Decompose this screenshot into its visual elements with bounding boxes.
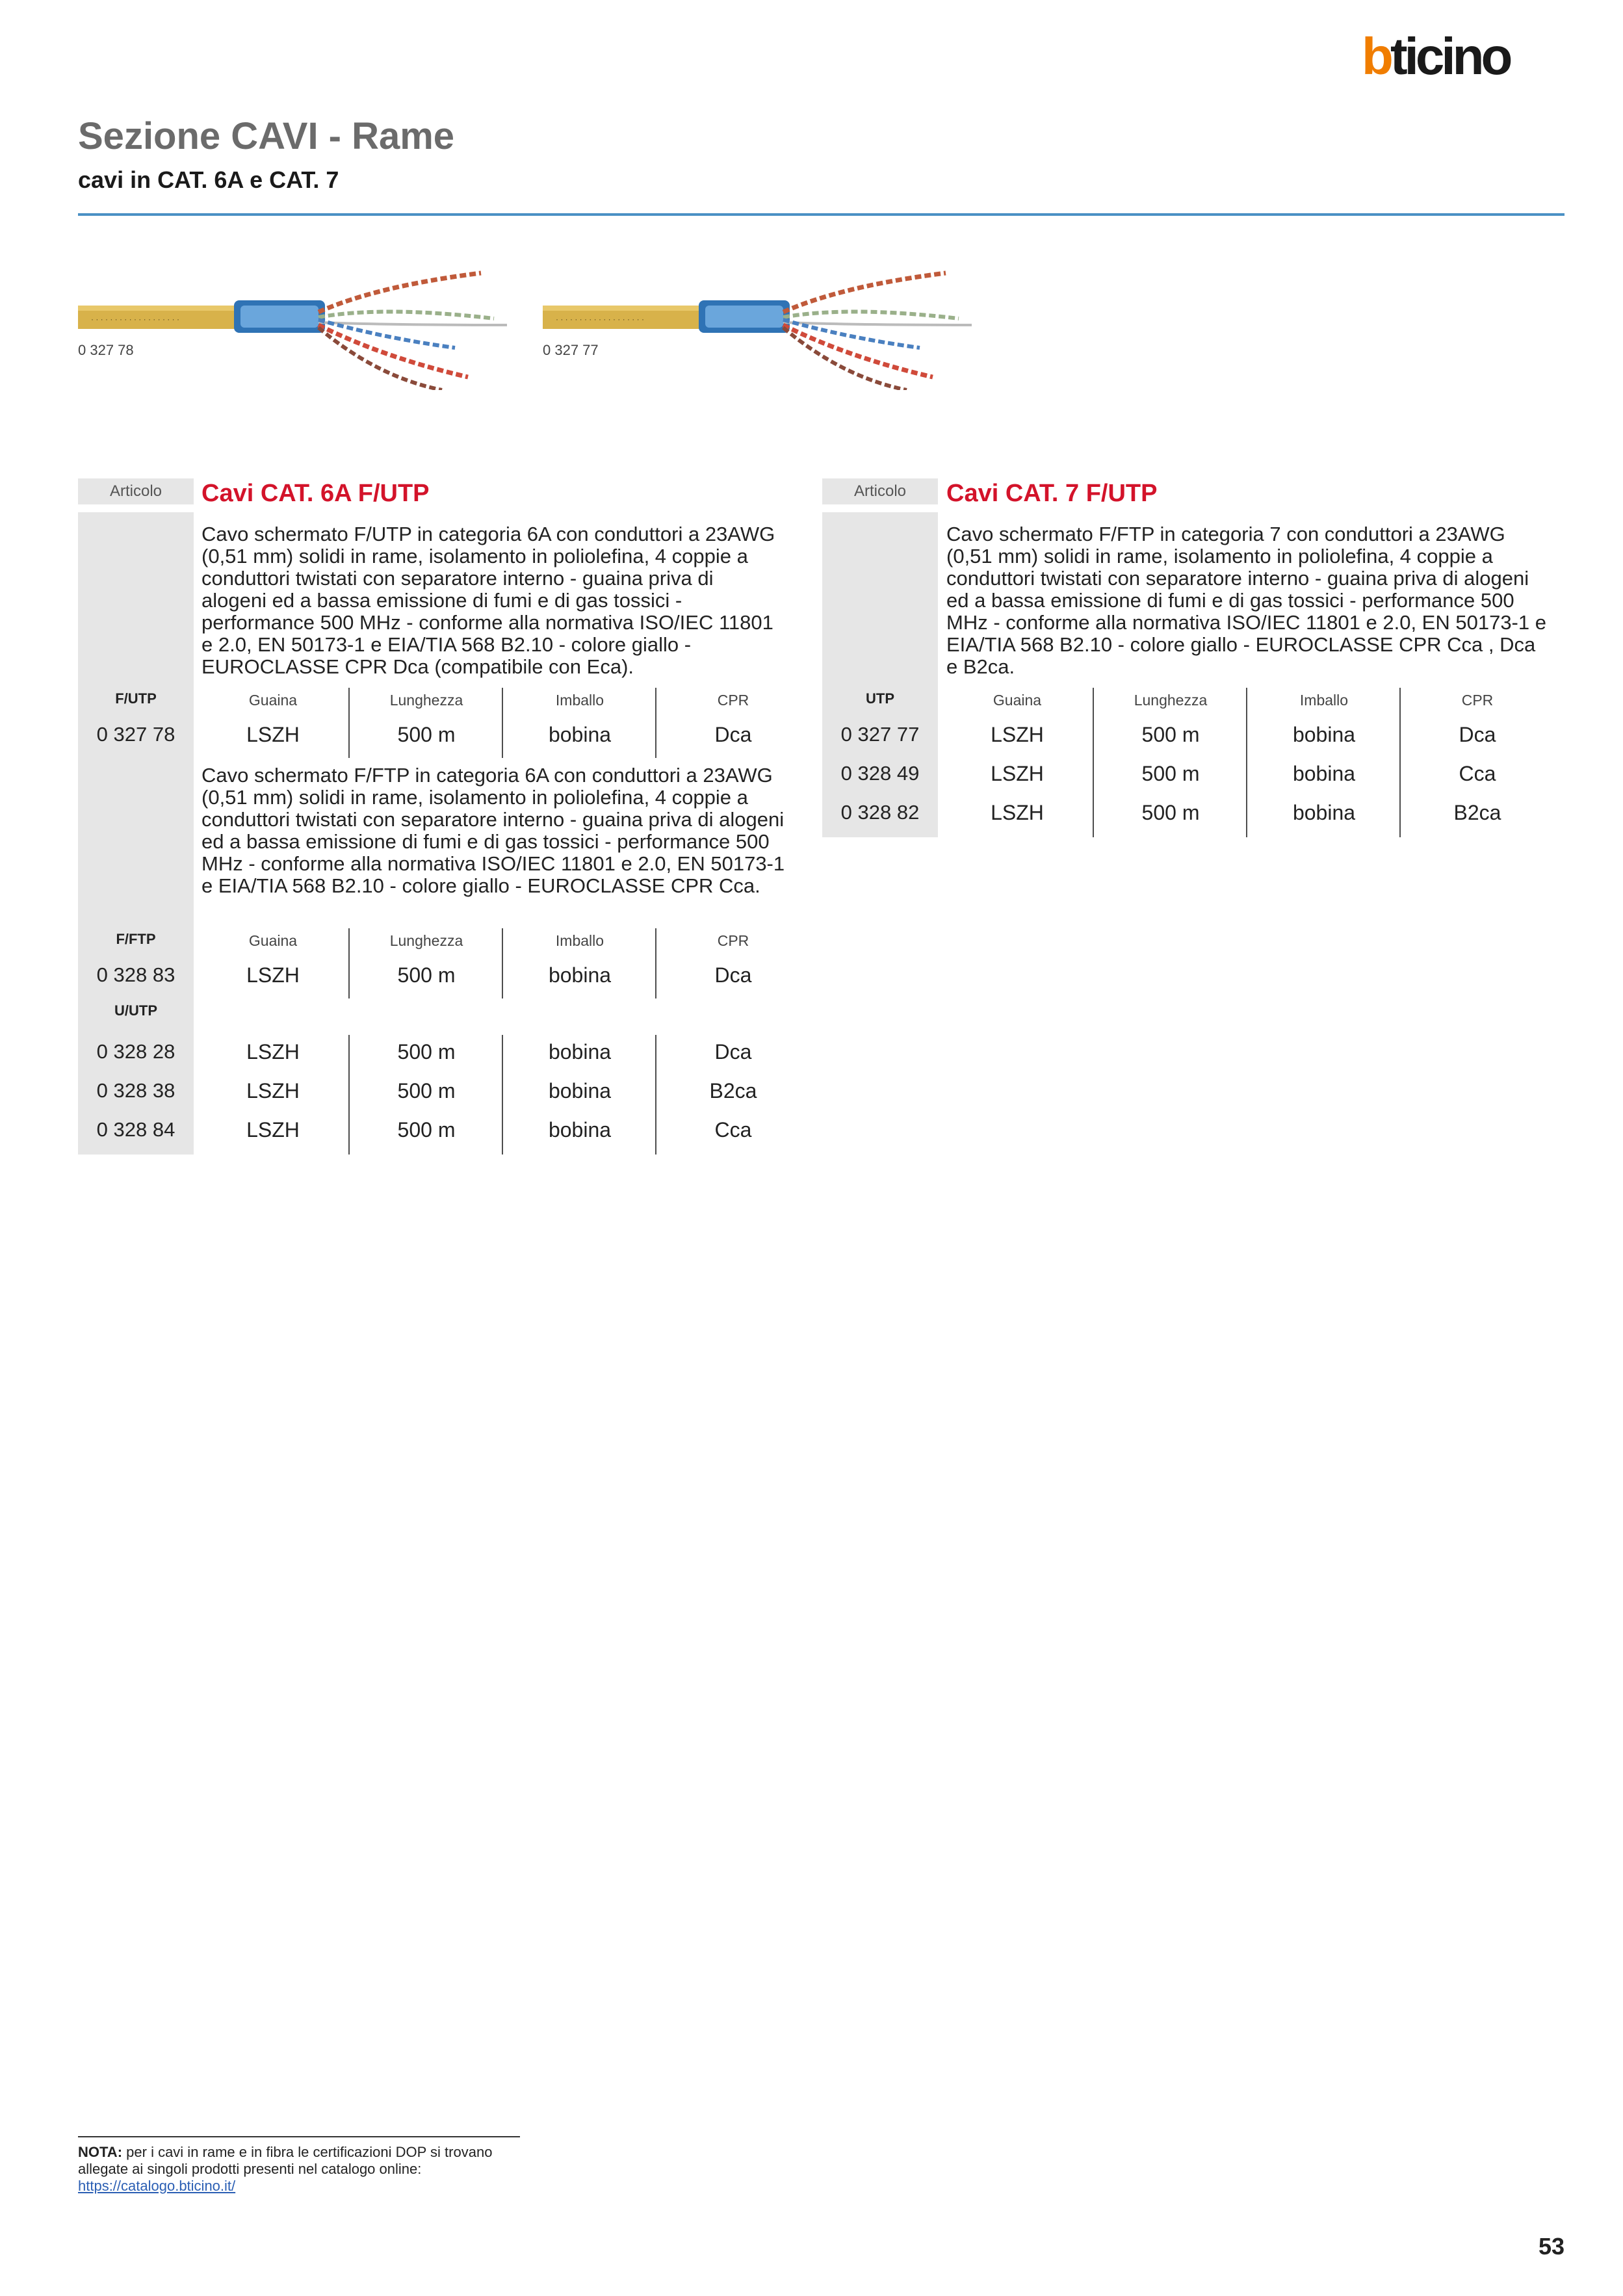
article-code: 0 327 77 — [840, 723, 920, 746]
image-caption-2: 0 327 77 — [543, 342, 599, 358]
cell-cpr: B2ca — [1453, 801, 1501, 824]
section-title-cat7: Cavi CAT. 7 F/UTP — [946, 480, 1158, 507]
description-fftp: Cavo schermato F/FTP in categoria 6A con conduttori a 23AWG (0,51 mm) solidi in rame, isolamento in poliolefina, 4 coppie a conduttori twistati con separatore interno - guaina priva di alogeni ed a bassa emissione di fumi e di gas tossici - performance 500 MHz - conforme alla normativa ISO/IEC 11801 e 2.0, EN 50173-1 e EIA/TIA 568 B2.10 - colore giallo - EUROCLASSE CPR Cca. — [201, 764, 785, 897]
header-divider — [78, 213, 1565, 216]
cell-guaina: LSZH — [246, 1118, 300, 1141]
cell-lunghezza: 500 m — [397, 1079, 456, 1102]
cell-cpr: Dca — [714, 723, 752, 746]
article-code: 0 328 28 — [96, 1040, 175, 1063]
cell-imballo: bobina — [548, 723, 612, 746]
note-divider — [78, 2136, 520, 2137]
col-head-lunghezza: Lunghezza — [389, 932, 463, 949]
cell-cpr: Cca — [1459, 762, 1496, 785]
cell-imballo: bobina — [1292, 801, 1356, 824]
image-caption-1: 0 327 78 — [78, 342, 134, 358]
cell-guaina: LSZH — [991, 723, 1044, 746]
cell-cpr: B2ca — [709, 1079, 757, 1102]
description-futp: Cavo schermato F/UTP in categoria 6A con conduttori a 23AWG (0,51 mm) solidi in rame, isolamento in poliolefina, 4 coppie a conduttori twistati con separatore interno - guaina priva di alogeni ed a bassa emissione di fumi e di gas tossici - performance 500 MHz - conforme alla normativa ISO/IEC 11801 e 2.0, EN 50173-1 e EIA/TIA 568 B2.10 - colore giallo - EUROCLASSE CPR Dca (compatibile con Eca). — [201, 523, 775, 678]
article-column-right — [822, 512, 938, 837]
cell-lunghezza: 500 m — [1141, 801, 1200, 824]
svg-text:· · · · · · · · · · · · · · ·: · · · · · · · · · · · · · · · · · · · — [91, 315, 179, 324]
article-header-left: Articolo — [78, 478, 194, 504]
cell-guaina: LSZH — [991, 762, 1044, 785]
article-code: 0 328 83 — [96, 963, 175, 986]
cell-cpr: Cca — [714, 1118, 752, 1141]
cell-guaina: LSZH — [246, 963, 300, 987]
col-head-lunghezza: Lunghezza — [389, 692, 463, 709]
cell-imballo: bobina — [1292, 723, 1356, 746]
page-title: Sezione CAVI - Rame — [78, 115, 455, 157]
col-head-cpr: CPR — [717, 692, 749, 709]
cell-guaina: LSZH — [246, 1040, 300, 1063]
page-number: 53 — [1538, 2233, 1565, 2260]
col-head-imballo: Imballo — [555, 932, 604, 949]
cell-cpr: Dca — [714, 1040, 752, 1063]
col-head-imballo: Imballo — [555, 692, 604, 709]
bticino-logo — [1362, 34, 1565, 79]
col-head-cpr: CPR — [1461, 692, 1494, 709]
group-label-futp: F/UTP — [115, 690, 157, 707]
group-label-utp: UTP — [866, 690, 894, 707]
article-header-right: Articolo — [822, 478, 938, 504]
article-code: 0 328 38 — [96, 1079, 175, 1102]
description-cat7: Cavo schermato F/FTP in categoria 7 con conduttori a 23AWG (0,51 mm) solidi in rame, isolamento in poliolefina, 4 coppie a conduttori twistati con separatore interno - guaina priva di alogeni ed a bassa emissione di fumi e di gas tossici - performance 500 MHz - conforme alla normativa ISO/IEC 11801 e 2.0, EN 50173-1 e EIA/TIA 568 B2.10 - colore giallo - EUROCLASSE CPR Cca , Dca e B2ca. — [946, 523, 1546, 678]
col-head-lunghezza: Lunghezza — [1134, 692, 1208, 709]
svg-text:ticino: ticino — [1390, 34, 1510, 79]
note-text: per i cavi in rame e in fibra le certificazioni DOP si trovano allegate ai singoli prodotti presenti nel catalogo online: — [78, 2144, 493, 2177]
article-code: 0 328 84 — [96, 1118, 175, 1141]
note-label: NOTA: — [78, 2144, 123, 2160]
group-label-fftp: F/FTP — [116, 931, 156, 947]
article-code: 0 328 82 — [840, 801, 920, 824]
col-head-guaina: Guaina — [993, 692, 1042, 709]
cell-lunghezza: 500 m — [397, 1118, 456, 1141]
cable-image-032778 — [78, 260, 507, 390]
cell-cpr: Dca — [714, 963, 752, 987]
section-title-cat6a: Cavi CAT. 6A F/UTP — [201, 480, 430, 507]
cell-imballo: bobina — [548, 1079, 612, 1102]
cell-imballo: bobina — [1292, 762, 1356, 785]
article-code: 0 327 78 — [96, 723, 175, 746]
cell-imballo: bobina — [548, 1118, 612, 1141]
col-head-cpr: CPR — [717, 932, 749, 949]
col-head-guaina: Guaina — [248, 692, 298, 709]
cell-lunghezza: 500 m — [397, 1040, 456, 1063]
cell-guaina: LSZH — [991, 801, 1044, 824]
cell-lunghezza: 500 m — [1141, 762, 1200, 785]
svg-text:b: b — [1362, 34, 1391, 79]
group-label-uutp: U/UTP — [114, 1002, 157, 1019]
cell-guaina: LSZH — [246, 1079, 300, 1102]
cell-lunghezza: 500 m — [397, 963, 456, 987]
cell-imballo: bobina — [548, 963, 612, 987]
cell-guaina: LSZH — [246, 723, 300, 746]
footer-note — [78, 2144, 520, 2195]
cell-cpr: Dca — [1459, 723, 1496, 746]
col-head-imballo: Imballo — [1299, 692, 1349, 709]
cell-lunghezza: 500 m — [397, 723, 456, 746]
article-code: 0 328 49 — [840, 762, 920, 785]
cell-lunghezza: 500 m — [1141, 723, 1200, 746]
cable-image-032777 — [543, 260, 972, 390]
cell-imballo: bobina — [548, 1040, 612, 1063]
page-subtitle: cavi in CAT. 6A e CAT. 7 — [78, 166, 339, 193]
svg-text:· · · · · · · · · · · · · · ·: · · · · · · · · · · · · · · · · · · · — [556, 315, 644, 324]
col-head-guaina: Guaina — [248, 932, 298, 949]
catalog-link[interactable]: https://catalogo.bticino.it/ — [78, 2178, 236, 2194]
